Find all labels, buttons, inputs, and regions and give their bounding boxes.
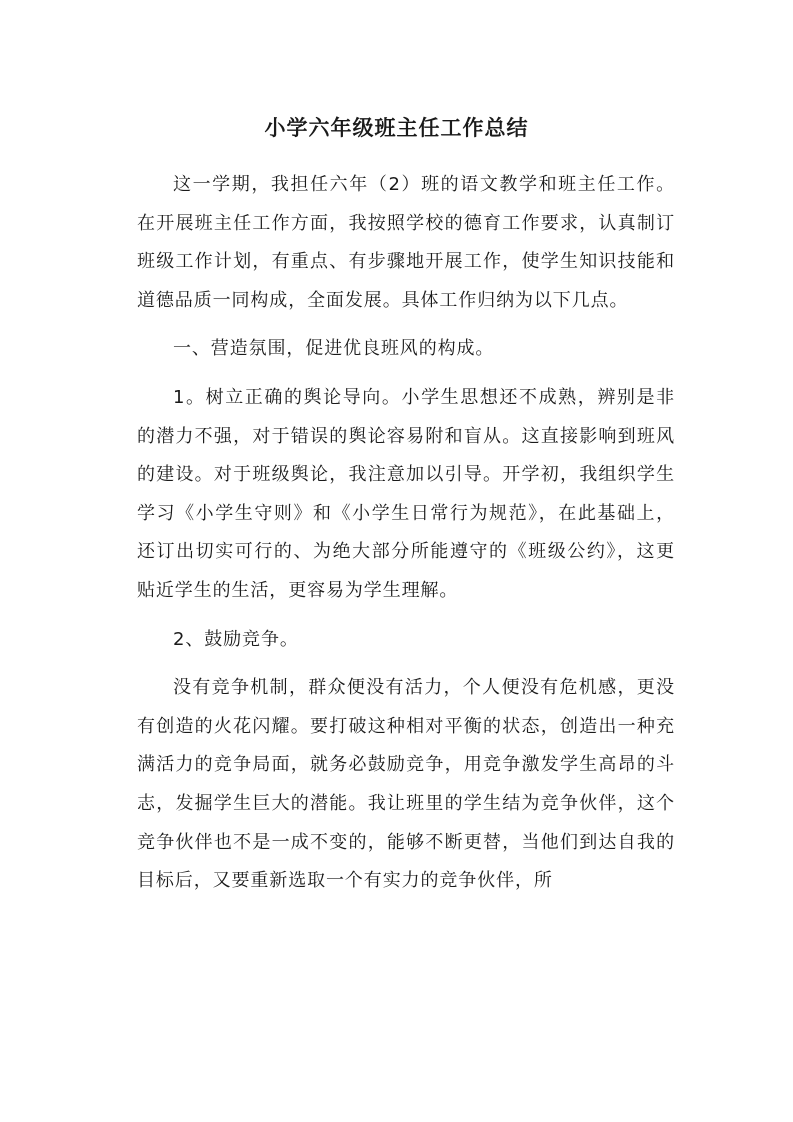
- document-title: 小学六年级班主任工作总结: [264, 115, 529, 140]
- document-body: [137, 166, 675, 911]
- paragraph-intro: 这一学期，我担任六年（2）班的语文教学和班主任工作。在开展班主任工作方面，我按照学校的德育工作要求，认真制订班级工作计划，有重点、有步骤地开展工作，使学生知识技能和道德品质一同构成，全面发展。具体工作归纳为以下几点。: [137, 174, 675, 311]
- section-heading-1: 一、营造氛围，促进优良班风的构成。: [173, 338, 495, 360]
- paragraph-item-1: 1。树立正确的舆论导向。小学生思想还不成熟，辨别是非的潜力不强，对于错误的舆论容易附和盲从。这直接影响到班风的建设。对于班级舆论，我注意加以引导。开学初，我组织学生学习《小学生守则》和《小学生日常行为规范》，在此基础上，还订出切实可行的、为绝大部分所能遵守的《班级公约》，这更贴近学生的生活，更容易为学生理解。: [137, 386, 675, 601]
- section-heading-2: 2、鼓励竞争。: [173, 628, 299, 650]
- paragraph-competition: 没有竞争机制，群众便没有活力，个人便没有危机感，更没有创造的火花闪耀。要打破这种相对平衡的状态，创造出一种充满活力的竞争局面，就务必鼓励竞争，用竞争激发学生高昂的斗志，发掘学生巨大的潜能。我让班里的学生结为竞争伙伴，这个竞争伙伴也不是一成不变的，能够不断更替，当他们到达自我的目标后，又要重新选取一个有实力的竞争伙伴，所: [137, 677, 675, 892]
